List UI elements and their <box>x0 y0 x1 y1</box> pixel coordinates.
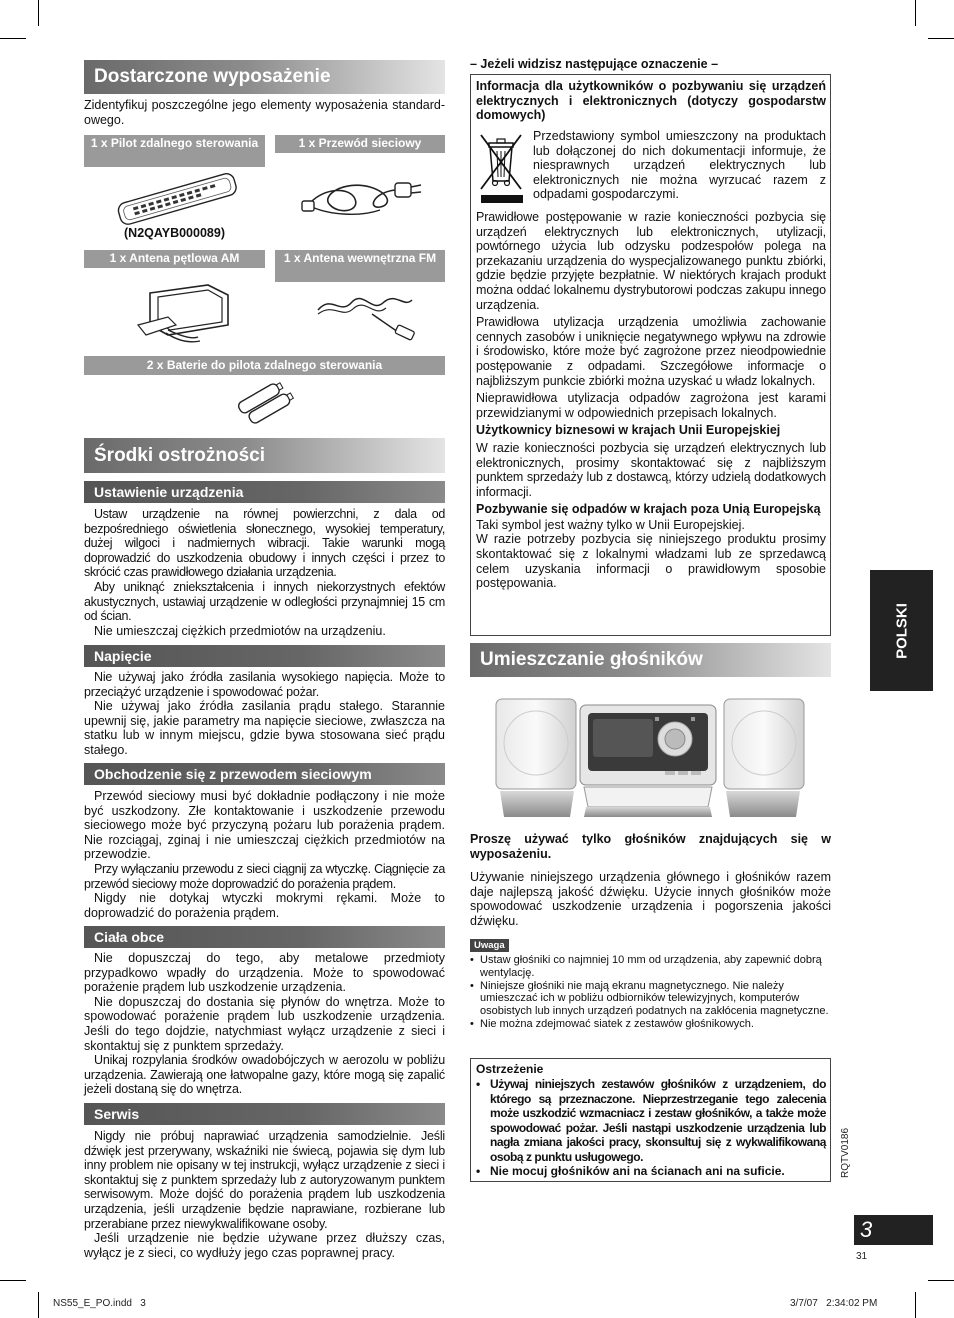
remote-label: 1 x Pilot zdalnego sterowania <box>84 135 265 167</box>
crop-mark <box>0 38 26 39</box>
note-item: • Niniejsze głośniki nie mają ekranu magnetycznego. Nie należy umieszczać ich w pobliżu odbiorników telewizyjnych, komputerów osobistych lub innych urządzeń podatnych na zakłócenia magnetyczne. <box>470 980 831 1018</box>
foreign-objects-heading: Ciała obce <box>84 926 445 948</box>
warning-box <box>470 1058 831 1182</box>
speakers-text: Używanie niniejszego urządzenia głównego i głośników razem daje najlepszą jakość dźwięku. Użycie innych głośników może spowodować uszkodzenie urządzenia i pogorszenia jakości dźwięku. <box>470 870 831 928</box>
voltage-heading: Napięcie <box>84 645 445 667</box>
disposal-box <box>470 74 831 636</box>
crop-mark <box>928 38 954 39</box>
disposal-body: Prawidłowe postępowanie w razie konieczności pozbycia się urządzeń elektrycznych lub elektronicznych, utylizacji, powtórnego użycia lub odzysku podzespołów polega na przekazaniu urządzenia do wyspecjalizowanego punktu zbiórki, gdzie będzie przyjęte bezpłatnie. W niektórych krajach produkt można oddać lokalnemu dystrybutorowi podczas zakupu innego urządzenia. Prawidłowa utylizacja urządzenia umożliwia zachowanie cennych zasobów i uniknięcie negatywnego wpływu na zdrowie i środowisko, które może być zagrożone przez nieodpowiednie postępowanie z odpadami. Szczegółowe informacje o najbliższym punkcie zbiórki można uzyskać u władz lokalnych. Nieprawidłowa utylizacja odpadów zagrożona jest karami przewidzianymi w odpowiednich przepisach lokalnych. Użytkownicy biznesowi w krajach Unii Europejskiej W razie konieczności pozbycia się urządzeń elektrycznych lub elektronicznych, prosimy skontaktować się z najbliższym punktem sprzedaży lub z dostawcą, którzy udzielą dodatkowych informacji. Pozbywanie się odpadów w krajach poza Unią Europejską Taki symbol jest ważny tylko w Unii Europejskiej. W razie potrzeby pozbycia się niniejszego produktu prosimy skontaktować się z lokalnymi władzami lub ze sprzedawcą celem uzyskania informacji o prawidłowym sposobie postępowania. <box>476 210 826 591</box>
note-item: • Ustaw głośniki co najmniej 10 mm od urządzenia, aby zapewnić dobrą wentylację. <box>470 954 831 980</box>
am-antenna-label: 1 x Antena pętlowa AM <box>84 250 265 268</box>
language-tab <box>870 570 933 691</box>
crop-mark <box>915 1292 916 1318</box>
remote-control-illustration <box>112 170 242 225</box>
footer-timestamp: 3/7/07 2:34:02 PM <box>790 1298 878 1309</box>
speakers-bold-note: Proszę używać tylko głośników znajdujących się w wyposażeniu. <box>470 832 831 861</box>
crop-mark <box>928 1280 954 1281</box>
placement-text: Ustaw urządzenie na równej powierzchni, z dala od bezpośredniego oświetlenia słonecznego, wysokiej temperatury, dużej wilgoci i nadmiernych wibracji. Takie warunki mogą doprowadzić do uszkodzenia obudowy i innych części i przez to skrócić czas prawidłowego działania urządzenia. Aby uniknąć zniekształcenia i innych niekorzystnych efektów akustycznych, ustawiaj urządzenie w odległości przynajmniej 15 cm od ścian. Nie umieszczaj ciężkich przedmiotów na urządzeniu. <box>84 507 445 638</box>
cord-label: 1 x Przewód sieciowy <box>275 135 445 153</box>
placement-heading: Ustawienie urządzenia <box>84 481 445 503</box>
note-item: • Nie można zdejmować siatek z zestawów głośnikowych. <box>470 1018 831 1031</box>
speakers-title: Umieszczanie głośników <box>470 643 831 677</box>
cord-handling-heading: Obchodzenie się z przewodem sieciowym <box>84 763 445 785</box>
remote-code: (N2QAYB000089) <box>124 226 225 240</box>
fm-antenna-illustration <box>312 288 422 346</box>
crop-mark <box>915 0 916 26</box>
warning-title: Ostrzeżenie <box>476 1062 544 1076</box>
batteries-illustration <box>232 382 298 424</box>
crop-mark <box>38 1292 39 1318</box>
crossed-out-bin-icon <box>477 131 527 206</box>
note-tag: Uwaga <box>470 939 509 952</box>
safety-title: Środki ostrożności <box>84 438 445 473</box>
footer-file: NS55_E_PO.indd 3 <box>53 1298 146 1309</box>
warnings-list <box>476 1077 826 1179</box>
speakers-notes-list <box>470 954 831 1031</box>
symbol-heading: – Jeżeli widzisz następujące oznaczenie – <box>470 57 719 71</box>
equipment-intro: Zidentyfikuj poszczególne jego elementy wyposażenia standard-owego. <box>84 98 445 127</box>
crop-mark <box>38 0 39 26</box>
business-heading: Użytkownicy biznesowi w krajach Unii Europejskiej <box>476 423 781 438</box>
voltage-text: Nie używaj jako źródła zasilania wysokiego napięcia. Może to przeciążyć urządzenie i spowodować pożar. Nie używaj jako źródła zasilania prądu stałego. Starannie upewnij się, jakie parametry ma napięcie sieciowe, zwłaszcza na statku lub w innym miejscu, gdzie bywa stosowana sieć prądu stałego. <box>84 670 445 757</box>
equipment-title: Dostarczone wyposażenie <box>84 60 445 94</box>
warning-item: • Nie mocuj głośników ani na ścianach ani na suficie. <box>476 1164 826 1179</box>
outside-eu-heading: Pozbywanie się odpadów w krajach poza Unią Europejską <box>476 502 821 517</box>
disposal-title: Informacja dla użytkowników o pozbywaniu się urządzeń elektrycznych i elektronicznych (dotyczy gospodarstw domowych) <box>476 79 826 123</box>
document-code: RQTV0186 <box>840 1127 851 1178</box>
foreign-objects-text: Nie dopuszczaj do tego, aby metalowe przedmioty przypadkowo wpadły do urządzenia. Może to spowodować porażenie prądem lub uszkodzenie urządzenia. Nie dopuszczaj do dostania się płynów do wnętrza. Może to spowodować porażenie prądem lub uszkodzenie urządzenia. Jeśli do tego dojdzie, natychmiast wyłącz urządzenie z sieci i skontaktuj się z punktem sprzedaży. Unikaj rozpylania środków owadobójczych w aerozolu w pobliżu urządzenia. Zawierają one łatwopalne gazy, które mogą się zapalić jeżeli dostaną się do wnętrza. <box>84 951 445 1097</box>
page-number: 3 <box>854 1215 933 1245</box>
warning-item: • Używaj niniejszych zestawów głośników z urządzeniem, do którego są przeznaczone. Nieprzestrzeganie tego zalecenia może uszkodzić wzmacniacz i zestaw głośników, a także może spowodować pożar. Jeśli nastąpi uszkodzenie urządzenia lub nagła zmiana jakości pracy, skonsultuj się z wykwalifikowaną osobą z punktu usługowego. <box>476 1077 826 1164</box>
fm-antenna-label: 1 x Antena wewnętrzna FM <box>275 250 445 282</box>
stereo-system-illustration <box>490 695 810 823</box>
am-loop-antenna-illustration <box>128 275 238 345</box>
language-tab-label: POLSKI <box>893 602 910 659</box>
service-heading: Serwis <box>84 1103 445 1125</box>
power-cord-illustration <box>300 165 430 225</box>
symbol-description: Przedstawiony symbol umieszczony na produktach lub dołączonej do nich dokumentacji informuje, że niesprawnych urządzeń elektrycznych lub elektronicznych nie można wyrzucać razem z odpadami gospodarczymi. <box>533 129 826 202</box>
crop-mark <box>0 1280 26 1281</box>
page-sub-number: 31 <box>856 1251 868 1262</box>
cord-handling-text: Przewód sieciowy musi być dokładnie podłączony i nie może być uszkodzony. Złe kontaktowanie i uszkodzenie przewodu sieciowego może być przyczyną pożaru lub porażenia prądem. Nie rozciągaj, zginaj i nie umieszczaj ciężkich przedmiotów na przewodzie. Przy wyłączaniu przewodu z sieci ciągnij za wtyczkę. Ciągnięcie za przewód sieciowy może doprowadzić do porażenia prądem. Nigdy nie dotykaj wtyczki mokrymi rękami. Może to doprowadzić do porażenia prądem. <box>84 789 445 920</box>
service-text: Nigdy nie próbuj naprawiać urządzenia samodzielnie. Jeśli dźwięk jest przerywany, wskaźniki nie świecą, pojawia się dym lub inny problem nie opisany w tej instrukcji, wyłącz urządzenie z sieci i skontaktuj się z punktem sprzedaży lub z autoryzowanym punktem serwisowym. Może dojść do porażenia prądem lub uszkodzenia urządzenia, jeśli urządzenie będzie naprawiane, rozbierane lub przerabiane przez niewykwalifikowane osoby. Jeśli urządzenie nie będzie używane przez dłuższy czas, wyłącz je z sieci, co wydłuży jego czas poprawnej pracy. <box>84 1129 445 1260</box>
batteries-label: 2 x Baterie do pilota zdalnego sterowania <box>84 356 445 375</box>
